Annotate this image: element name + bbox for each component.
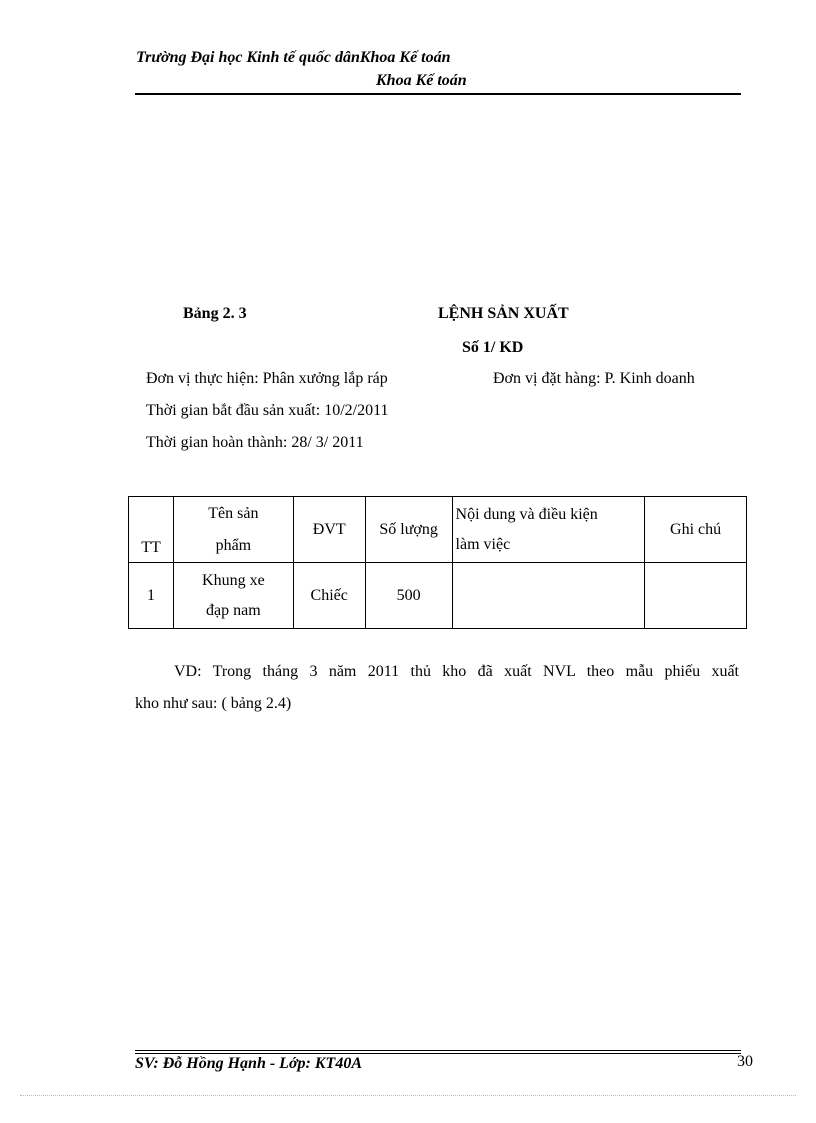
footer-divider-bottom — [135, 1053, 741, 1054]
row-product-name — [173, 563, 293, 629]
page-number: 30 — [737, 1053, 753, 1070]
row-quantity: 500 — [365, 563, 452, 629]
footer-divider-top — [135, 1050, 741, 1051]
unit-order: Đơn vị đặt hàng: P. Kinh doanh — [493, 370, 695, 387]
document-number: Số 1/ KD — [462, 339, 524, 356]
paragraph-line1: VD: Trong tháng 3 năm 2011 thủ kho đã xuất NVL theo mẫu phiếu xuất — [174, 663, 739, 680]
example-paragraph — [135, 656, 739, 720]
row-note — [645, 563, 747, 629]
production-order-table — [128, 496, 747, 629]
table-row — [129, 563, 747, 629]
header-note: Ghi chú — [645, 497, 747, 563]
header-faculty: Khoa Kế toán — [376, 72, 467, 89]
start-time: Thời gian bắt đầu sản xuất: 10/2/2011 — [146, 402, 389, 419]
header-school: Trường Đại học Kinh tế quốc dânKhoa Kế toán — [136, 49, 451, 66]
unit-perform: Đơn vị thực hiện: Phân xưởng lắp ráp — [146, 370, 388, 387]
row-tt: 1 — [129, 563, 174, 629]
header-product-name-line1: Tên sản — [208, 504, 259, 522]
table-label: Bảng 2. 3 — [183, 305, 247, 322]
header-divider — [135, 93, 741, 95]
row-unit: Chiếc — [293, 563, 365, 629]
footer-student: SV: Đỗ Hồng Hạnh - Lớp: KT40A — [135, 1055, 362, 1072]
header-unit: ĐVT — [293, 497, 365, 563]
header-content-line2: làm việc — [455, 535, 511, 553]
header-product-name-line2: phẩm — [215, 536, 252, 554]
document-title: LỆNH SẢN XUẤT — [438, 305, 569, 322]
header-quantity: Số lượng — [365, 497, 452, 563]
end-time: Thời gian hoàn thành: 28/ 3/ 2011 — [146, 434, 364, 451]
row-product-name-line2: đạp nam — [206, 601, 261, 619]
header-product-name — [173, 497, 293, 563]
page-bottom-dotted-line — [20, 1095, 796, 1096]
table-header-row — [129, 497, 747, 563]
header-content-line1: Nội dung và điều kiện — [455, 505, 598, 523]
row-content — [452, 563, 645, 629]
header-content — [452, 497, 645, 563]
paragraph-line2: kho như sau: ( bảng 2.4) — [135, 695, 292, 712]
header-tt: TT — [129, 497, 174, 563]
row-product-name-line1: Khung xe — [202, 571, 265, 589]
